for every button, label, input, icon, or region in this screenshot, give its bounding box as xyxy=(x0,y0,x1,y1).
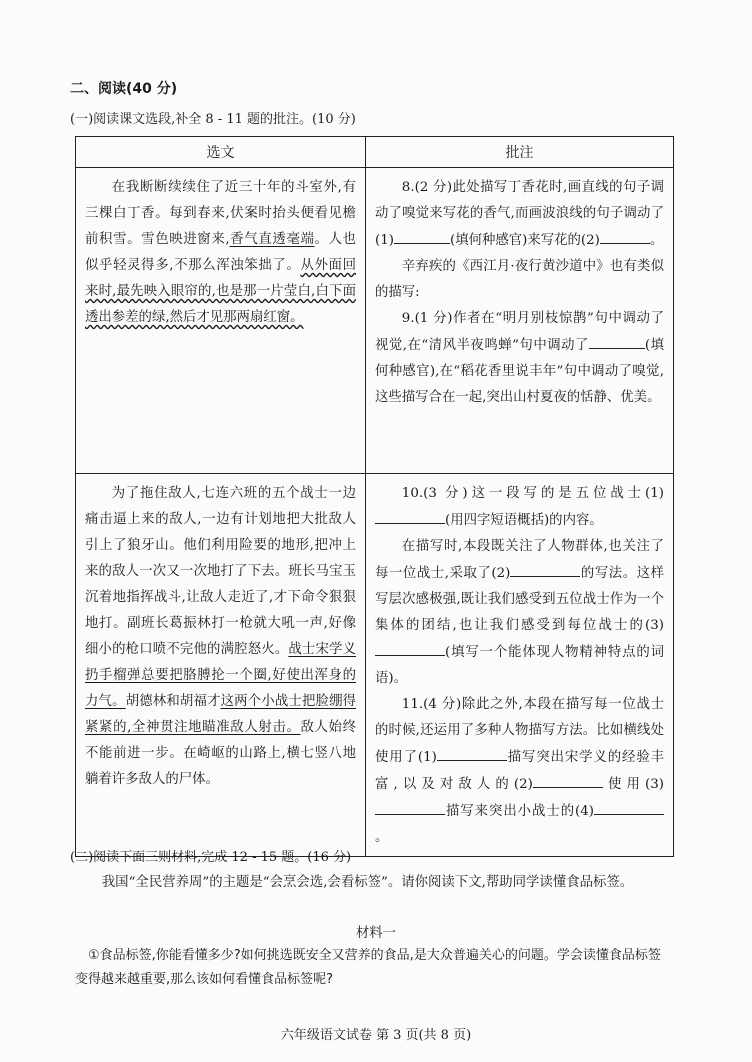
answer-blank-11-4[interactable] xyxy=(594,798,664,815)
table-row-2 xyxy=(76,474,674,857)
passage1-text-a: 在我断断续续住了近三十年的斗室外,有三棵白丁香。每到春来,伏案时抬头便看见檐前积雪。雪色映进窗来, xyxy=(85,180,356,247)
page-footer: 六年级语文试卷 第 3 页(共 8 页) xyxy=(280,1028,472,1043)
table-header-row xyxy=(76,137,674,168)
passage2-text-a: 为了拖住敌人,七连六班的五个战士一边痛击逼上来的敌人,一边有计划地把大批敌人引上了狼牙山。他们利用险要的地形,把冲上来的敌人一次又一次地打了下去。班长马宝玉沉着地指挥战斗,让敌人走近了,才下命令狠狠地打。副班长葛振林打一枪就大吼一声,好像细小的枪口喷不完他的满腔怒火。 xyxy=(85,486,356,657)
question-10: 10.(3 分)这一段写的是五位战士(1)(用四字短语概括)的内容。 xyxy=(375,481,664,534)
table-row-1 xyxy=(76,168,674,474)
passage2-underline-1: 战士宋学义扔手榴弹总要把胳膊抡一个圈,好使出浑身的力气。 xyxy=(85,642,356,709)
section-title: 二、阅读(40 分) xyxy=(70,81,178,97)
header-annotation: 批注 xyxy=(366,137,674,168)
passage-cell-2 xyxy=(76,474,366,857)
answer-blank-11-3[interactable] xyxy=(375,798,445,815)
passage2-text-b: 胡德林和胡福才 xyxy=(125,694,221,709)
passage1-text-b: 。人也似乎轻灵得多,不那么浑浊笨拙了。 xyxy=(85,232,357,273)
answer-blank-10-3[interactable] xyxy=(375,639,445,656)
question-8: 8.(2 分)此处描写丁香花时,画直线的句子调动了嗅觉来写花的香气,而画波浪线的句子调动了(1) (填何种感官)来写花的(2) 。 xyxy=(375,180,664,248)
annotation-cell-1 xyxy=(366,168,674,474)
answer-blank-11-2[interactable] xyxy=(533,771,603,788)
question-9: 9.(1 分)作者在“明月别枝惊鹊”句中调动了视觉,在“清风半夜鸣蝉”句中调动了 (填何种感官),在“稻花香里说丰年”句中调动了嗅觉,这些描写合在一起,突出山村夏夜的恬静、优美。 xyxy=(375,311,664,405)
answer-blank-11-1[interactable] xyxy=(437,744,507,761)
reading-table xyxy=(75,136,674,857)
part2-intro: 我国“全民营养周”的主题是“会烹会选,会看标签”。请你阅读下文,帮助同学读懂食品标签。 xyxy=(101,875,634,890)
part1-instruction: (一)阅读课文选段,补全 8 - 11 题的批注。(10 分) xyxy=(70,112,356,127)
part2-instruction: (二)阅读下面三则材料,完成 12 - 15 题。(16 分) xyxy=(70,850,352,865)
answer-blank-10-1[interactable] xyxy=(375,507,445,524)
passage2-underline-2: 这两个小战士把脸绷得紧紧的,全神贯注地瞄准敌人射击。 xyxy=(85,694,357,735)
passage1-straight-underline: 香气直透毫端 xyxy=(229,232,315,247)
answer-blank-10-2[interactable] xyxy=(510,560,580,577)
passage2-text-c: 敌人始终不能前进一步。在崎岖的山路上,横七竖八地躺着许多敌人的尸体。 xyxy=(85,720,356,787)
passage1-wavy-underline: 从外面回来时,最先映入眼帘的,也是那一片莹白,白下面透出参差的绿,然后才见那两扇红窗。 xyxy=(85,258,356,325)
annotation-cell-2: 10.(3 分)这一段写的是五位战士(1)(用四字短语概括)的内容。 在描写时,本段既关注了人物群体,也关注了每一位战士,采取了(2) 的写法。这样写层次感极强,既让我们感受到五位战士作为一个集体的团结,也让我们感受到每位战士的(3)(填写一个能体现人物精神特点的词语)。 11.(4 分)除此之外,本段在描写每一位战士的时候,还运用了多种人物描写方法。比如横线处使用了(1) 描写突出宋学义的经验丰富,以及对敌人的(2) 使用(3)描写来突出小战士的(4)。 xyxy=(366,474,674,857)
note-xin-qiji: 辛弃疾的《西江月·夜行黄沙道中》也有类似的描写: xyxy=(375,259,664,300)
answer-blank-8-2[interactable] xyxy=(600,227,650,244)
passage-cell-1 xyxy=(76,168,366,474)
answer-blank-8-1[interactable] xyxy=(394,227,450,244)
material-paragraph-1: ①食品标签,你能看懂多少?如何挑选既安全又营养的食品,是大众普遍关心的问题。学会读懂食品标签变得越来越重要,那么该如何看懂食品标签呢? xyxy=(75,948,661,987)
question-11: 11.(4 分)除此之外,本段在描写每一位战士的时候,还运用了多种人物描写方法。比如横线处使用了(1) 描写突出宋学义的经验丰富,以及对敌人的(2) 使用(3)描写来突出小战士的(4)。 xyxy=(375,697,665,845)
material-title: 材料一 xyxy=(355,926,397,941)
answer-blank-9[interactable] xyxy=(589,332,645,349)
header-passage: 选文 xyxy=(76,137,366,168)
